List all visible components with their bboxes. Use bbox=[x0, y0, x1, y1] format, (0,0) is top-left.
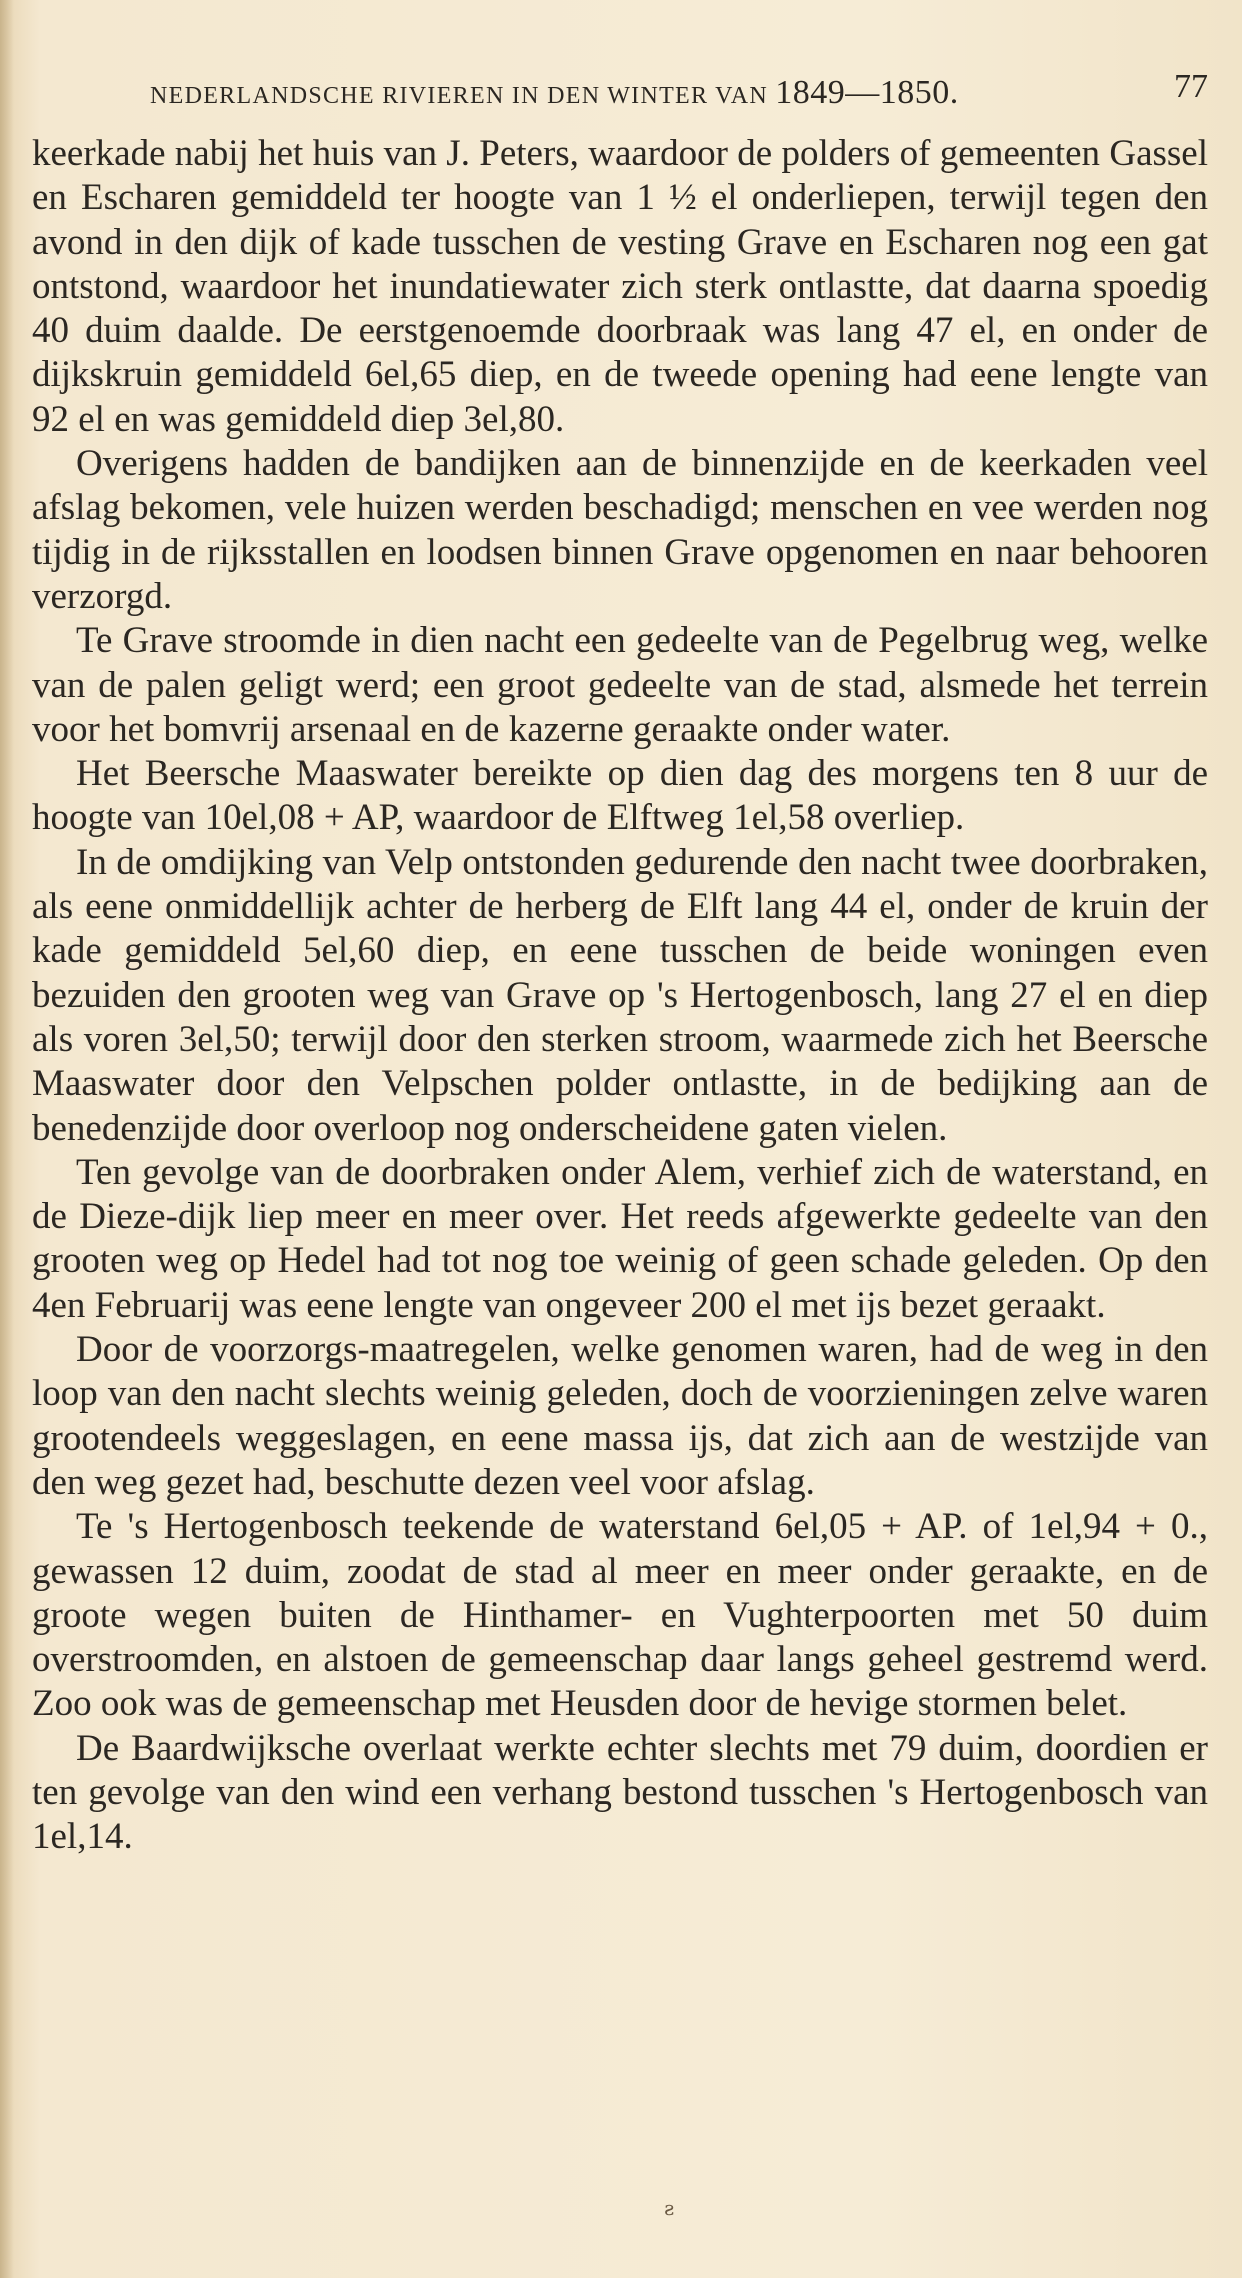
binding-edge bbox=[0, 0, 14, 2278]
running-title-years: 1849—1850. bbox=[775, 74, 959, 111]
paragraph-8: Te 's Hertogenbosch teekende de waterstand 6el,05 + AP. of 1el,94 + 0., gewassen 12 duim, zoodat de stad al meer en meer onder geraakte, en de groote wegen buiten de Hinthamer- en Vughterpoorten met 50 duim overstroomden, en alstoen de gemeenschap daar langs geheel gestremd werd. Zoo ook was de gemeenschap met Heusden door de hevige stormen belet. bbox=[32, 1506, 1208, 1725]
paragraph-1: keerkade nabij het huis van J. Peters, waardoor de polders of gemeenten Gassel en Escharen gemiddeld ter hoogte van 1 ½ el onderliepen, terwijl tegen den avond in den dijk of kade tusschen de vesting Grave en Escharen nog een gat ontstond, waardoor het inundatiewater zich sterk ontlastte, dat daarna spoedig 40 duim daalde. De eerstgenoemde doorbraak was lang 47 el, en onder de dijkskruin gemiddeld 6el,65 diep, en de tweede opening had eene lengte van 92 el en was gemiddeld diep 3el,80. bbox=[32, 133, 1208, 440]
paragraph-4: Het Beersche Maaswater bereikte op dien dag des morgens ten 8 uur de hoogte van 10el,08 + AP, waardoor de Elftweg 1el,58 overliep. bbox=[32, 753, 1208, 839]
page-header bbox=[150, 64, 1208, 114]
footer-mark: ƨ bbox=[664, 2196, 675, 2220]
paragraph-6: Ten gevolge van de doorbraken onder Alem, verhief zich de waterstand, en de Dieze-dijk liep meer en meer over. Het reeds afgewerkte gedeelte van den grooten weg op Hedel had tot nog toe weinig of geen schade geleden. Op den 4en Februarij was eene lengte van ongeveer 200 el met ijs bezet geraakt. bbox=[32, 1151, 1208, 1326]
paragraph-7: Door de voorzorgs-maatregelen, welke genomen waren, had de weg in den loop van den nacht slechts weinig geleden, doch de voorzieningen zelve waren grootendeels weggeslagen, en eene massa ijs, dat zich aan de westzijde van den weg gezet had, beschutte dezen veel voor afslag. bbox=[32, 1329, 1208, 1503]
paragraph-3: Te Grave stroomde in dien nacht een gedeelte van de Pegelbrug weg, welke van de palen geligt werd; een groot gedeelte van de stad, alsmede het terrein voor het bomvrij arsenaal en de kazerne geraakte onder water. bbox=[32, 620, 1208, 750]
page-number: 77 bbox=[1174, 68, 1208, 105]
paragraph-9: De Baardwijksche overlaat werkte echter slechts met 79 duim, doordien er ten gevolge van den wind een verhang bestond tusschen 's Hertogenbosch van 1el,14. bbox=[32, 1727, 1208, 1858]
running-title bbox=[150, 74, 959, 112]
paragraph-2: Overigens hadden de bandijken aan de binnenzijde en de keerkaden veel afslag bekomen, vele huizen werden beschadigd; menschen en vee werden nog tijdig in de rijksstallen en loodsen binnen Grave opgenomen en naar behooren verzorgd. bbox=[32, 443, 1208, 617]
body-text bbox=[32, 132, 1208, 1860]
running-title-text: NEDERLANDSCHE RIVIEREN IN DEN WINTER VAN bbox=[150, 83, 768, 109]
paragraph-5: In de omdijking van Velp ontstonden gedurende den nacht twee doorbraken, als eene onmiddellijk achter de herberg de Elft lang 44 el, onder de kruin der kade gemiddeld 5el,60 diep, en eene tusschen de beide woningen even bezuiden den grooten weg van Grave op 's Hertogenbosch, lang 27 el en diep als voren 3el,50; terwijl door den sterken stroom, waarmede zich het Beersche Maaswater door den Velpschen polder ontlastte, in de bedijking aan de benedenzijde door overloop nog onderscheidene gaten vielen. bbox=[32, 841, 1208, 1149]
